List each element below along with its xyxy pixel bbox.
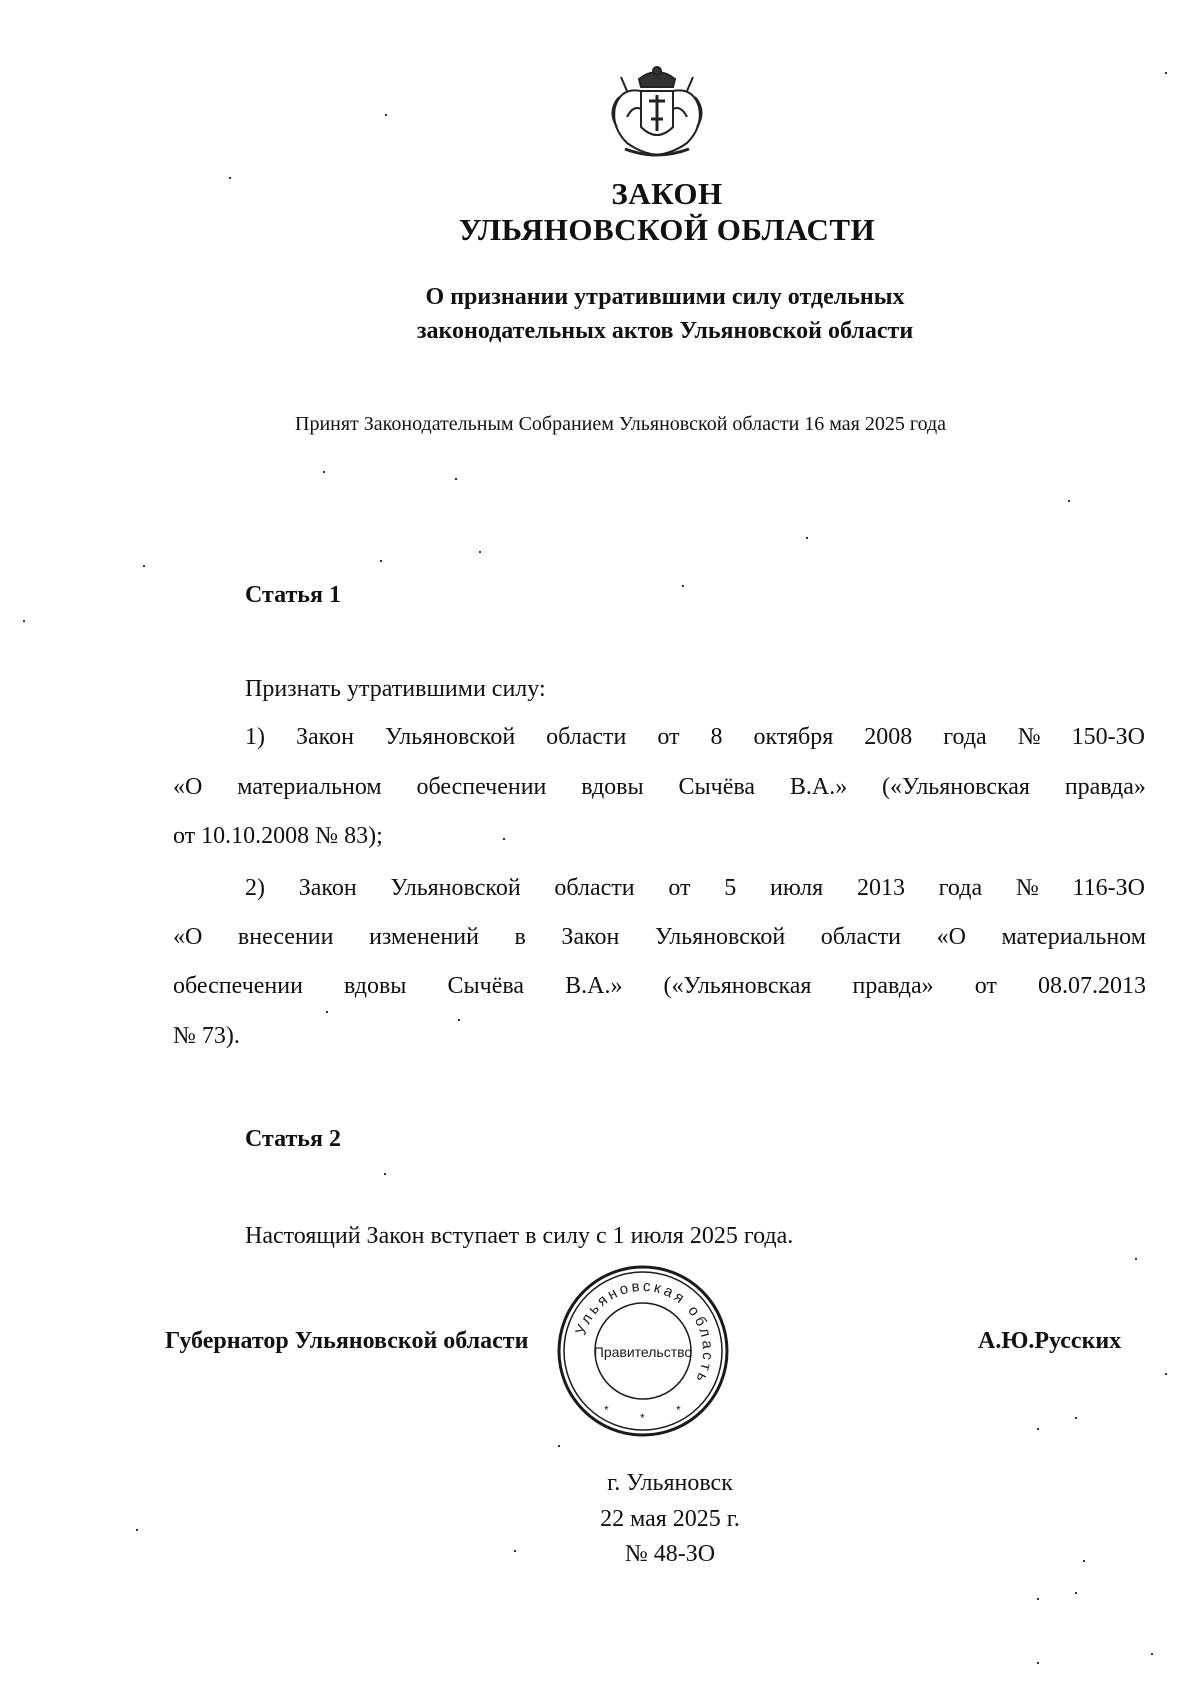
seal-ring-text: Ульяновская область — [572, 1277, 717, 1388]
word: области — [546, 724, 627, 750]
word: «О — [173, 774, 203, 800]
word: Ульяновской — [654, 924, 786, 950]
article1-item1-line1 — [245, 720, 1145, 754]
word: Закон — [561, 924, 620, 950]
adoption-note: Принят Законодательным Собранием Ульяновской области 16 мая 2025 года — [295, 413, 947, 435]
word: Ульяновской — [384, 724, 516, 750]
svg-text:*: * — [604, 1403, 609, 1417]
word: Закон — [295, 724, 354, 750]
article1-item2-line1 — [245, 871, 1145, 905]
word: от — [668, 875, 691, 901]
word: от — [974, 973, 997, 999]
word: («Ульяновская — [882, 774, 1030, 800]
article1-item2-line4: № 73). — [173, 1023, 240, 1049]
svg-text:*: * — [676, 1403, 681, 1417]
word: области — [820, 924, 901, 950]
word: года — [938, 875, 983, 901]
article1-intro: Признать утратившими силу: — [245, 676, 546, 702]
word: июля — [770, 875, 824, 901]
word: материальном — [1001, 924, 1146, 950]
word: № — [1017, 724, 1041, 750]
seal-center-text: Правительство — [593, 1344, 693, 1360]
word: области — [554, 875, 635, 901]
law-title: ЗАКОН — [611, 176, 723, 211]
word: 5 — [724, 875, 737, 901]
word: вдовы — [344, 973, 407, 999]
law-subject-line2: законодательных актов Ульяновской области — [416, 318, 914, 344]
signatory-position: Губернатор Ульяновской области — [165, 1328, 529, 1354]
law-number: № 48-ЗО — [624, 1541, 716, 1567]
word: В.А.» — [789, 774, 848, 800]
article1-item2-line2 — [173, 920, 1146, 954]
word: 1) — [245, 724, 265, 750]
word: октября — [753, 724, 834, 750]
signatory-name: А.Ю.Русских — [978, 1328, 1122, 1354]
word: Сычёва — [447, 973, 525, 999]
word: 8 — [710, 724, 723, 750]
word: Ульяновской — [390, 875, 521, 901]
article1-item1-line3: от 10.10.2008 № 83); — [173, 823, 383, 849]
word: 2013 — [856, 875, 905, 901]
word: обеспечении — [173, 973, 303, 999]
word: от — [657, 724, 680, 750]
coat-of-arms-icon — [597, 57, 717, 167]
word: 08.07.2013 — [1037, 973, 1146, 999]
word: «О — [936, 924, 966, 950]
word: 2) — [245, 875, 265, 901]
law-subject-line1: О признании утратившими силу отдельных — [425, 284, 905, 310]
article2-text: Настоящий Закон вступает в силу с 1 июля 2025 года. — [245, 1223, 794, 1249]
word: правда» — [1064, 774, 1146, 800]
word: обеспечении — [416, 774, 547, 800]
svg-text:Ульяновская область — [572, 1278, 716, 1388]
word: вдовы — [581, 774, 644, 800]
word: Закон — [298, 875, 357, 901]
svg-text:*: * — [640, 1411, 645, 1425]
law-title-region: УЛЬЯНОВСКОЙ ОБЛАСТИ — [458, 212, 876, 247]
word: в — [514, 924, 526, 950]
word: № — [1015, 875, 1039, 901]
word: 116-ЗО — [1072, 875, 1145, 901]
article1-item1-line2 — [173, 770, 1146, 804]
word: изменений — [369, 924, 479, 950]
word: правда» — [852, 973, 934, 999]
word: 150-ЗО — [1071, 724, 1145, 750]
word: материальном — [237, 774, 382, 800]
word: года — [943, 724, 987, 750]
word: внесении — [237, 924, 334, 950]
signing-date: 22 мая 2025 г. — [600, 1506, 740, 1532]
word: «О — [173, 924, 203, 950]
article1-item2-line3 — [173, 969, 1146, 1003]
official-seal-icon — [554, 1262, 732, 1440]
word: В.А.» — [565, 973, 623, 999]
word: 2008 — [864, 724, 913, 750]
word: («Ульяновская — [663, 973, 812, 999]
word: Сычёва — [678, 774, 756, 800]
article2-heading: Статья 2 — [245, 1126, 341, 1152]
place-of-signing: г. Ульяновск — [607, 1470, 733, 1496]
article1-heading: Статья 1 — [245, 582, 341, 608]
